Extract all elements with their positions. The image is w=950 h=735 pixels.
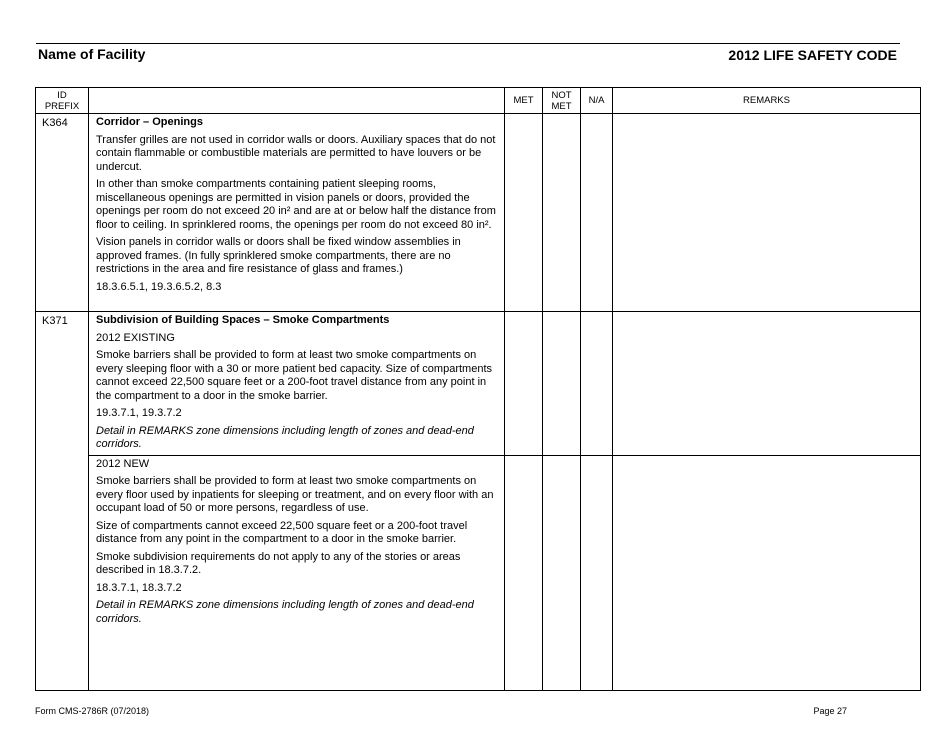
col-met: MET [505, 88, 543, 114]
k364-paragraph-2: In other than smoke compartments containing patient sleeping rooms, miscellaneous openings are permitted in vision panels or doors, provided the openings per room do not exceed 20 in² and are at or below half the distance from floor to ceiling. In sprinklered rooms, the openings per room do not exceed 80 in². [96, 178, 496, 231]
k371-new-met-cell[interactable] [505, 455, 543, 691]
page-number: Page 27 [813, 706, 847, 716]
col-not-met: NOT MET [543, 88, 581, 114]
header-rule [36, 43, 900, 44]
table-header-row [36, 88, 921, 114]
k371-new-label: 2012 NEW [96, 457, 150, 470]
k371-existing-remarks-cell[interactable] [613, 312, 921, 456]
k371-existing-reference: 19.3.7.1, 19.3.7.2 [96, 407, 182, 419]
facility-name-label: Name of Facility [38, 46, 146, 62]
survey-table [35, 87, 921, 691]
k371-new-note: Detail in REMARKS zone dimensions including length of zones and dead-end corridors. [96, 599, 474, 625]
k371-new-na-cell[interactable] [581, 455, 613, 691]
k371-existing-description [89, 312, 505, 456]
k371-title: Subdivision of Building Spaces – Smoke Compartments [96, 314, 390, 326]
k371-existing-not-met-cell[interactable] [543, 312, 581, 456]
table-row-k371-existing [36, 312, 921, 456]
k371-existing-na-cell[interactable] [581, 312, 613, 456]
k364-not-met-cell[interactable] [543, 114, 581, 312]
k371-new-paragraph-1: Smoke barriers shall be provided to form at least two smoke compartments on every floor used by inpatients for sleeping or treatment, and on every floor with an occupant load of 50 or more persons, regardless of use. [96, 475, 494, 514]
k364-na-cell[interactable] [581, 114, 613, 312]
k364-paragraph-3: Vision panels in corridor walls or doors shall be fixed window assemblies in approved frames. (In fully sprinklered smoke compartments, there are no restrictions in the area and fire resistance of glass and frames.) [96, 236, 461, 275]
k371-existing-label: 2012 EXISTING [96, 331, 175, 344]
k371-existing-paragraph-1: Smoke barriers shall be provided to form at least two smoke compartments on every sleeping floor with a 30 or more patient bed capacity. Size of compartments cannot exceed 22,500 square feet or a 200-foot travel distance from any point in the compartment to a door in the smoke barrier. [96, 349, 492, 402]
col-remarks: REMARKS [613, 88, 921, 114]
k371-new-not-met-cell[interactable] [543, 455, 581, 691]
form-id: Form CMS-2786R (07/2018) [35, 706, 150, 716]
k371-existing-met-cell[interactable] [505, 312, 543, 456]
k364-met-cell[interactable] [505, 114, 543, 312]
k364-remarks-cell[interactable] [613, 114, 921, 312]
col-na: N/A [581, 88, 613, 114]
k371-new-paragraph-2: Size of compartments cannot exceed 22,500 square feet or a 200-foot travel distance from any point in the compartment to a door in the smoke barrier. [96, 519, 468, 545]
col-description [89, 88, 505, 114]
k371-id: K371 [36, 312, 89, 691]
k371-new-reference: 18.3.7.1, 18.3.7.2 [96, 581, 182, 594]
k371-new-paragraph-3: Smoke subdivision requirements do not apply to any of the stories or areas described in 18.3.7.2. [96, 550, 461, 576]
table-row-k364 [36, 114, 921, 312]
k364-id: K364 [36, 114, 89, 312]
k364-paragraph-1: Transfer grilles are not used in corridor walls or doors. Auxiliary spaces that do not contain flammable or combustible materials are permitted to have louvers or be undercut. [96, 133, 496, 173]
col-id-prefix: ID PREFIX [36, 88, 89, 114]
k371-existing-note: Detail in REMARKS zone dimensions including length of zones and dead-end corridors. [96, 424, 474, 450]
k371-new-description [89, 455, 505, 691]
k364-reference: 18.3.6.5.1, 19.3.6.5.2, 8.3 [96, 280, 222, 293]
k364-title: Corridor – Openings [96, 116, 203, 128]
k371-new-remarks-cell[interactable] [613, 455, 921, 691]
code-title: 2012 LIFE SAFETY CODE [728, 47, 897, 63]
k364-description [89, 114, 505, 312]
table-row-k371-new [36, 455, 921, 691]
